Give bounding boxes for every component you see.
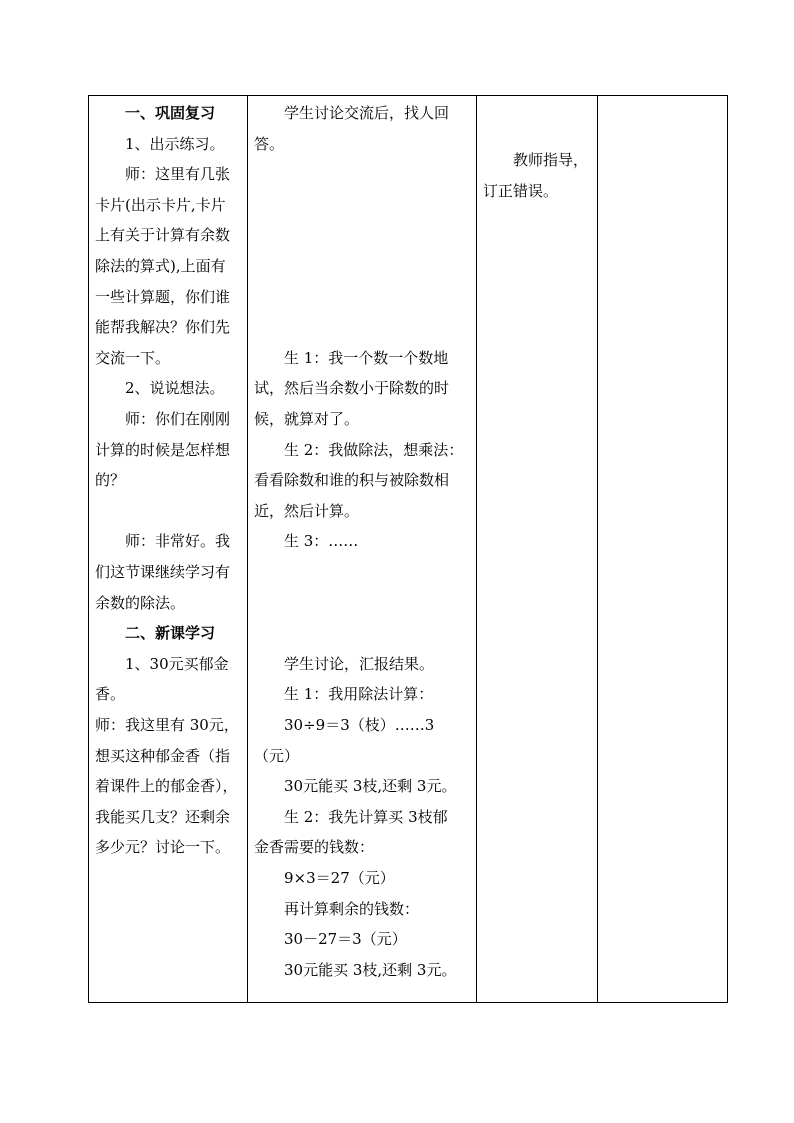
- student-line: 生 1：我用除法计算：: [284, 685, 434, 704]
- student-line: 候，就算对了。: [254, 410, 360, 428]
- teacher-line: 想买这种郁金香（指: [95, 746, 231, 765]
- student-line: 生 1：我一个数一个数地: [284, 348, 449, 367]
- student-line: （元）: [254, 746, 300, 765]
- guidance-line: [483, 84, 595, 114]
- student-line: 学生讨论交流后，找人回: [284, 104, 450, 122]
- teacher-line: 们这节课继续学习有: [95, 563, 231, 581]
- student-line: [254, 588, 474, 618]
- teacher-line: 师：你们在刚刚: [125, 410, 231, 428]
- table-row: [89, 96, 728, 1003]
- student-line: 看看除数和谁的积与被除数相: [254, 471, 450, 490]
- teacher-line: 的？: [95, 471, 126, 490]
- lesson-plan-table: [88, 95, 728, 1003]
- teacher-line: 上有关于计算有余数: [95, 226, 231, 245]
- teacher-line: 师：非常好。我: [125, 532, 231, 551]
- teacher-line: 多少元？讨论一下。: [95, 838, 231, 857]
- student-line: [254, 251, 474, 281]
- teacher-line: 除法的算式),上面有: [95, 257, 226, 275]
- student-line: [254, 312, 474, 342]
- student-line: 再计算剩余的钱数：: [284, 899, 420, 918]
- student-line: 30－27＝3（元）: [284, 930, 407, 949]
- teacher-line: [95, 496, 245, 526]
- student-line: [254, 282, 474, 312]
- teacher-line: 2、说说想法。: [125, 379, 225, 398]
- guidance-line: 订正错误。: [483, 181, 559, 200]
- student-line: 生 2：我做除法，想乘法：: [284, 440, 464, 459]
- teacher-line: 能帮我解决？你们先: [95, 318, 231, 337]
- teacher-line: 一、巩固复习: [125, 104, 216, 122]
- student-line: 30元能买 3枝,还剩 3元。: [284, 777, 457, 796]
- teacher-line: 1、出示练习。: [125, 134, 225, 153]
- guidance-line: [483, 114, 595, 144]
- student-line: 生 3：……: [284, 532, 359, 551]
- student-line: [254, 190, 474, 220]
- teacher-line: 余数的除法。: [95, 593, 186, 612]
- teacher-line: 卡片(出示卡片,卡片: [95, 195, 226, 214]
- student-line: 9×3＝27（元）: [284, 869, 395, 887]
- teacher-line: 香。: [95, 685, 126, 704]
- student-line: 答。: [254, 134, 285, 153]
- teacher-line: 二、新课学习: [125, 624, 216, 643]
- student-line: 生 2：我先计算买 3枝郁: [284, 807, 448, 826]
- student-activity-text: [248, 96, 476, 1002]
- teacher-activity-cell: [89, 96, 248, 1003]
- guidance-cell: [477, 96, 598, 1003]
- student-line: 近，然后计算。: [254, 501, 360, 520]
- student-line: [254, 159, 474, 189]
- notes-text: [598, 96, 727, 1002]
- teacher-line: 师：这里有几张: [125, 165, 231, 184]
- teacher-line: 我能买几支？还剩余: [95, 807, 231, 826]
- teacher-line: 师：我这里有 30元，: [95, 716, 239, 734]
- guidance-text: [477, 96, 597, 1002]
- student-line: 金香需要的钱数：: [254, 838, 375, 857]
- notes-cell: [598, 96, 728, 1003]
- student-line: [254, 557, 474, 587]
- teacher-line: 计算的时候是怎样想: [95, 440, 231, 459]
- student-line: [254, 618, 474, 648]
- student-line: 30元能买 3枝,还剩 3元。: [284, 960, 457, 979]
- teacher-line: 交流一下。: [95, 348, 171, 367]
- teacher-line: 着课件上的郁金香），: [95, 777, 238, 796]
- student-line: [254, 220, 474, 250]
- student-line: 学生讨论，汇报结果。: [284, 654, 435, 673]
- student-line: 30÷9＝3（枝）……3: [284, 716, 435, 734]
- teacher-line: 一些计算题，你们谁: [95, 287, 231, 306]
- student-activity-cell: [248, 96, 477, 1003]
- teacher-activity-text: [89, 96, 247, 1002]
- teacher-line: 1、30元买郁金: [125, 654, 229, 673]
- student-line: 试，然后当余数小于除数的时: [254, 379, 450, 398]
- guidance-line: 教师指导，: [513, 151, 589, 169]
